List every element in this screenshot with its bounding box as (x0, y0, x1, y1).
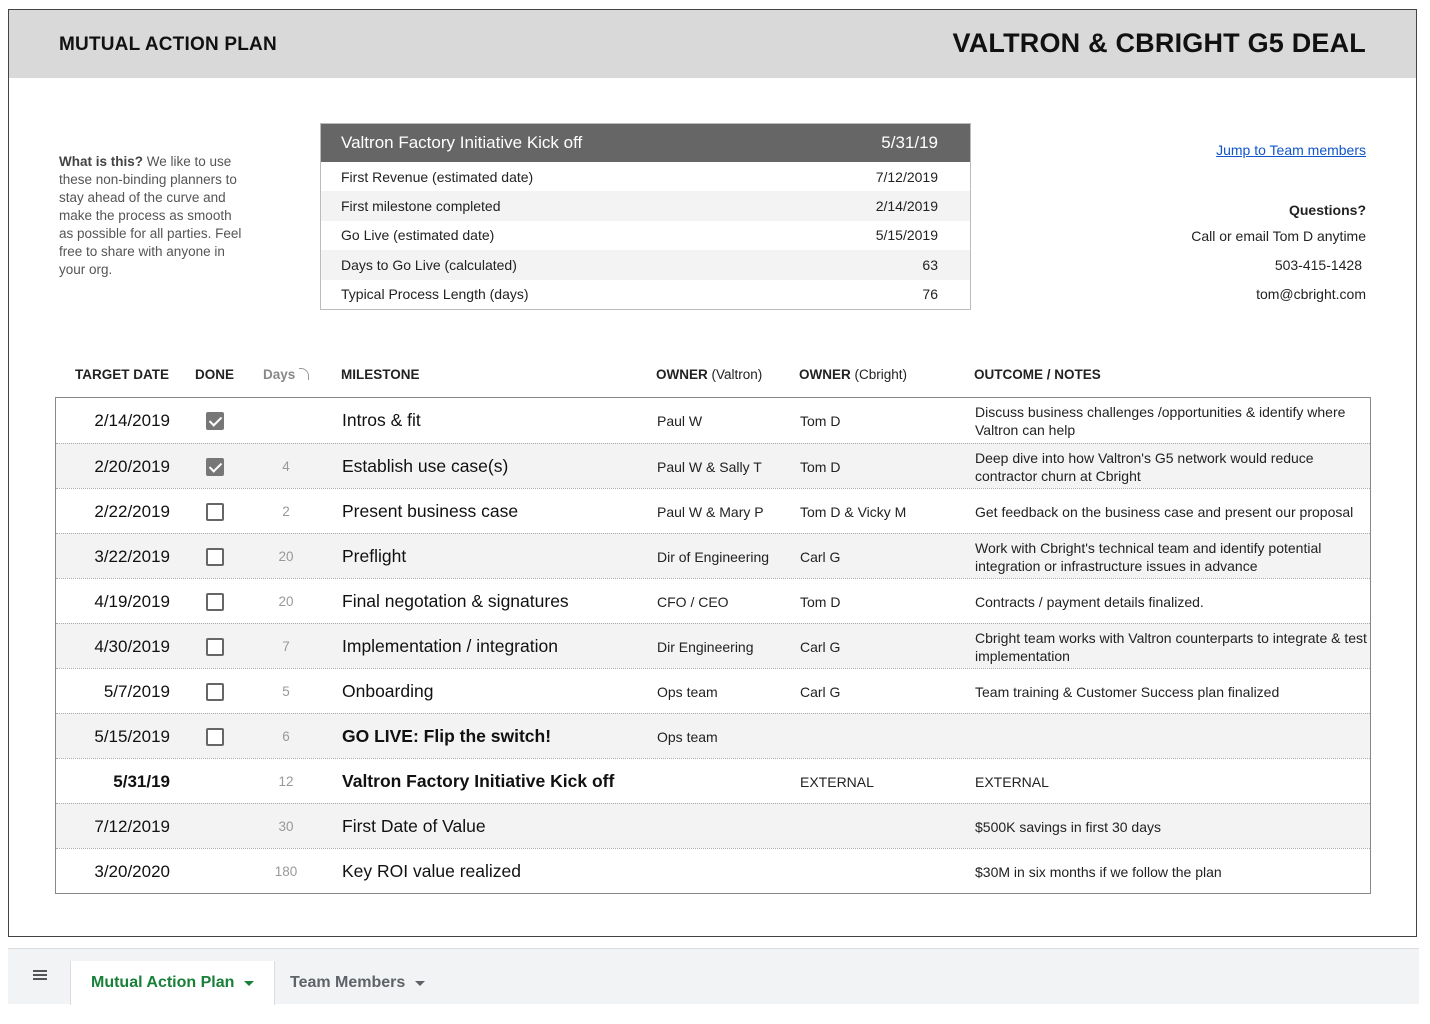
summary-row (321, 191, 970, 220)
checkbox-icon[interactable] (206, 683, 224, 701)
row-notes[interactable]: Cbright team works with Valtron counterparts to integrate & test implementation (975, 629, 1367, 664)
table-row[interactable] (56, 623, 1370, 668)
row-days[interactable]: 2 (282, 504, 290, 519)
questions-label: Questions? (1288, 202, 1366, 218)
col-header-days[interactable]: Days (263, 367, 309, 382)
row-notes[interactable]: Discuss business challenges /opportunities & identify where Valtron can help (975, 403, 1346, 438)
checkbox-icon[interactable] (206, 412, 224, 430)
summary-row-value: 2/14/2019 (875, 198, 938, 215)
table-row[interactable] (56, 848, 1370, 893)
row-notes[interactable]: Team training & Customer Success plan finalized (975, 683, 1280, 700)
row-owner-valtron[interactable]: Paul W & Mary P (657, 503, 764, 520)
summary-row (321, 162, 970, 191)
row-target-date[interactable]: 3/20/2020 (94, 861, 170, 881)
table-row[interactable] (56, 758, 1370, 803)
summary-row-value: 63 (922, 256, 938, 273)
table-row[interactable] (56, 668, 1370, 713)
row-owner-valtron[interactable]: Dir Engineering (657, 638, 754, 655)
row-days[interactable]: 180 (274, 864, 298, 879)
row-days[interactable]: 12 (278, 774, 294, 789)
row-target-date[interactable]: 2/14/2019 (94, 410, 170, 430)
col-header-owner-valtron[interactable]: OWNER (Valtron) (656, 367, 763, 382)
row-owner-cbright[interactable] (800, 804, 970, 849)
row-owner-valtron[interactable]: Paul W & Sally T (657, 458, 762, 475)
row-milestone[interactable]: First Date of Value (342, 816, 486, 836)
row-target-date[interactable]: 5/7/2019 (103, 681, 170, 701)
phone-number: 503-415-1428 (1274, 257, 1362, 273)
sheet-list-icon (33, 970, 47, 980)
row-done-cell (204, 669, 226, 714)
sheet-tab-bar (8, 948, 1419, 1004)
summary-row-value: 5/15/2019 (875, 227, 938, 244)
row-owner-cbright[interactable]: Tom D & Vicky M (800, 503, 907, 520)
row-owner-cbright[interactable]: Carl G (800, 638, 841, 655)
row-milestone[interactable]: Preflight (342, 546, 407, 566)
checkbox-icon[interactable] (206, 638, 224, 656)
spreadsheet-canvas (8, 9, 1417, 937)
row-owner-cbright[interactable]: EXTERNAL (800, 773, 874, 790)
row-milestone[interactable]: Key ROI value realized (342, 861, 521, 881)
tab-mutual-action-plan[interactable]: Mutual Action Plan (70, 961, 275, 1005)
checkbox-icon[interactable] (206, 458, 224, 476)
summary-row (321, 280, 970, 309)
col-header-target-date[interactable]: TARGET DATE (75, 367, 169, 382)
row-notes[interactable]: Get feedback on the business case and present our proposal (975, 503, 1354, 520)
row-done-cell (204, 444, 226, 489)
row-owner-valtron[interactable] (657, 759, 797, 804)
summary-row (321, 250, 970, 279)
row-milestone[interactable]: Implementation / integration (342, 636, 558, 656)
row-owner-cbright[interactable] (800, 714, 970, 759)
summary-row-label: Typical Process Length (days) (341, 286, 529, 303)
summary-header-label: Valtron Factory Initiative Kick off (341, 133, 583, 152)
row-milestone[interactable]: Onboarding (342, 681, 434, 701)
row-done-cell (204, 714, 226, 759)
summary-row-value: 7/12/2019 (875, 168, 938, 185)
summary-table (320, 123, 971, 310)
row-milestone[interactable]: GO LIVE: Flip the switch! (342, 726, 552, 746)
col-header-done[interactable]: DONE (195, 367, 235, 382)
col-header-milestone[interactable]: MILESTONE (341, 367, 420, 382)
row-owner-cbright[interactable]: Carl G (800, 683, 841, 700)
summary-row (321, 221, 970, 250)
row-milestone[interactable]: Present business case (342, 501, 519, 521)
checkbox-icon[interactable] (206, 728, 224, 746)
row-target-date[interactable]: 4/19/2019 (94, 591, 170, 611)
row-owner-cbright[interactable]: Tom D (800, 412, 841, 429)
row-owner-cbright[interactable] (800, 849, 970, 894)
row-target-date[interactable]: 4/30/2019 (94, 636, 170, 656)
row-notes[interactable] (975, 714, 1370, 759)
summary-header (321, 124, 970, 162)
row-days[interactable]: 20 (278, 594, 294, 609)
summary-row-label: First milestone completed (341, 198, 501, 215)
row-days[interactable]: 30 (278, 819, 294, 834)
row-milestone[interactable]: Final negotation & signatures (342, 591, 569, 611)
table-row[interactable] (56, 578, 1370, 623)
row-owner-valtron[interactable]: Ops team (657, 728, 718, 745)
row-notes[interactable]: $500K savings in first 30 days (975, 818, 1161, 835)
row-milestone[interactable]: Valtron Factory Initiative Kick off (342, 771, 615, 791)
intro-body: We like to use these non-binding planners to stay ahead of the curve and make the process as smooth as possible for all parties. Feel free to share with anyone in your org. (59, 154, 242, 277)
summary-row-label: First Revenue (estimated date) (341, 168, 534, 185)
row-milestone[interactable]: Intros & fit (342, 410, 421, 430)
sort-arrow-icon (299, 368, 309, 380)
row-done-cell (204, 624, 226, 669)
deal-title: VALTRON & CBRIGHT G5 DEAL (952, 28, 1366, 58)
jump-to-team-link[interactable]: Jump to Team members (1216, 142, 1366, 158)
row-notes[interactable]: Contracts / payment details finalized. (975, 593, 1204, 610)
summary-row-label: Go Live (estimated date) (341, 227, 495, 244)
caret-down-icon[interactable] (244, 981, 254, 986)
table-row[interactable] (56, 713, 1370, 758)
summary-row-value: 76 (922, 286, 938, 303)
intro-lead: What is this? (59, 154, 143, 169)
row-done-cell (204, 534, 226, 579)
caret-down-icon[interactable] (415, 981, 425, 986)
row-target-date[interactable]: 5/15/2019 (94, 726, 170, 746)
checkbox-icon[interactable] (206, 503, 224, 521)
checkbox-icon[interactable] (206, 548, 224, 566)
col-header-notes[interactable]: OUTCOME / NOTES (974, 367, 1101, 382)
milestone-table (55, 397, 1371, 894)
tab-team-members[interactable]: Team Members (270, 961, 445, 1005)
row-owner-valtron[interactable]: Paul W (657, 412, 703, 429)
row-days[interactable]: 6 (282, 729, 290, 744)
row-target-date[interactable]: 3/22/2019 (94, 546, 170, 566)
row-days[interactable]: 4 (282, 459, 290, 474)
row-done-cell (204, 398, 226, 443)
row-done-cell (204, 489, 226, 534)
row-owner-cbright[interactable]: Tom D (800, 458, 841, 475)
row-days[interactable]: 5 (282, 684, 290, 699)
row-notes[interactable]: EXTERNAL (975, 773, 1049, 790)
row-days[interactable]: 7 (282, 639, 290, 654)
row-owner-valtron[interactable]: Dir of Engineering (657, 548, 770, 565)
row-target-date[interactable]: 5/31/19 (113, 771, 170, 791)
col-header-owner-cbright[interactable]: OWNER (Cbright) (799, 367, 908, 382)
row-owner-valtron[interactable]: Ops team (657, 683, 718, 700)
row-target-date[interactable]: 2/20/2019 (94, 456, 170, 476)
table-row[interactable] (56, 443, 1370, 488)
row-done-cell (204, 579, 226, 624)
all-sheets-button[interactable] (26, 961, 54, 989)
row-notes[interactable]: Work with Cbright's technical team and identify potential integration or infrastructure issues in advance (975, 539, 1322, 574)
email-address: tom@cbright.com (1256, 286, 1366, 302)
header-banner (9, 10, 1416, 78)
row-owner-valtron[interactable] (657, 849, 797, 894)
row-days[interactable] (266, 398, 306, 443)
row-milestone[interactable]: Establish use case(s) (342, 456, 509, 476)
row-target-date[interactable]: 7/12/2019 (94, 816, 170, 836)
summary-header-value: 5/31/19 (881, 133, 938, 152)
row-owner-cbright[interactable]: Tom D (800, 593, 841, 610)
row-owner-valtron[interactable] (657, 804, 797, 849)
intro-text (59, 153, 249, 279)
row-notes[interactable]: $30M in six months if we follow the plan (975, 863, 1222, 880)
row-owner-valtron[interactable]: CFO / CEO (657, 593, 729, 610)
plan-title: MUTUAL ACTION PLAN (59, 34, 277, 55)
table-row[interactable] (56, 398, 1370, 443)
table-row[interactable] (56, 533, 1370, 578)
call-text: Call or email Tom D anytime (1191, 228, 1366, 244)
row-target-date[interactable]: 2/22/2019 (94, 501, 170, 521)
summary-row-label: Days to Go Live (calculated) (341, 256, 517, 273)
row-owner-cbright[interactable]: Carl G (800, 548, 841, 565)
row-notes[interactable]: Deep dive into how Valtron's G5 network would reduce contractor churn at Cbright (975, 449, 1314, 484)
checkbox-icon[interactable] (206, 593, 224, 611)
table-row[interactable] (56, 488, 1370, 533)
row-days[interactable]: 20 (278, 549, 294, 564)
table-row[interactable] (56, 803, 1370, 848)
